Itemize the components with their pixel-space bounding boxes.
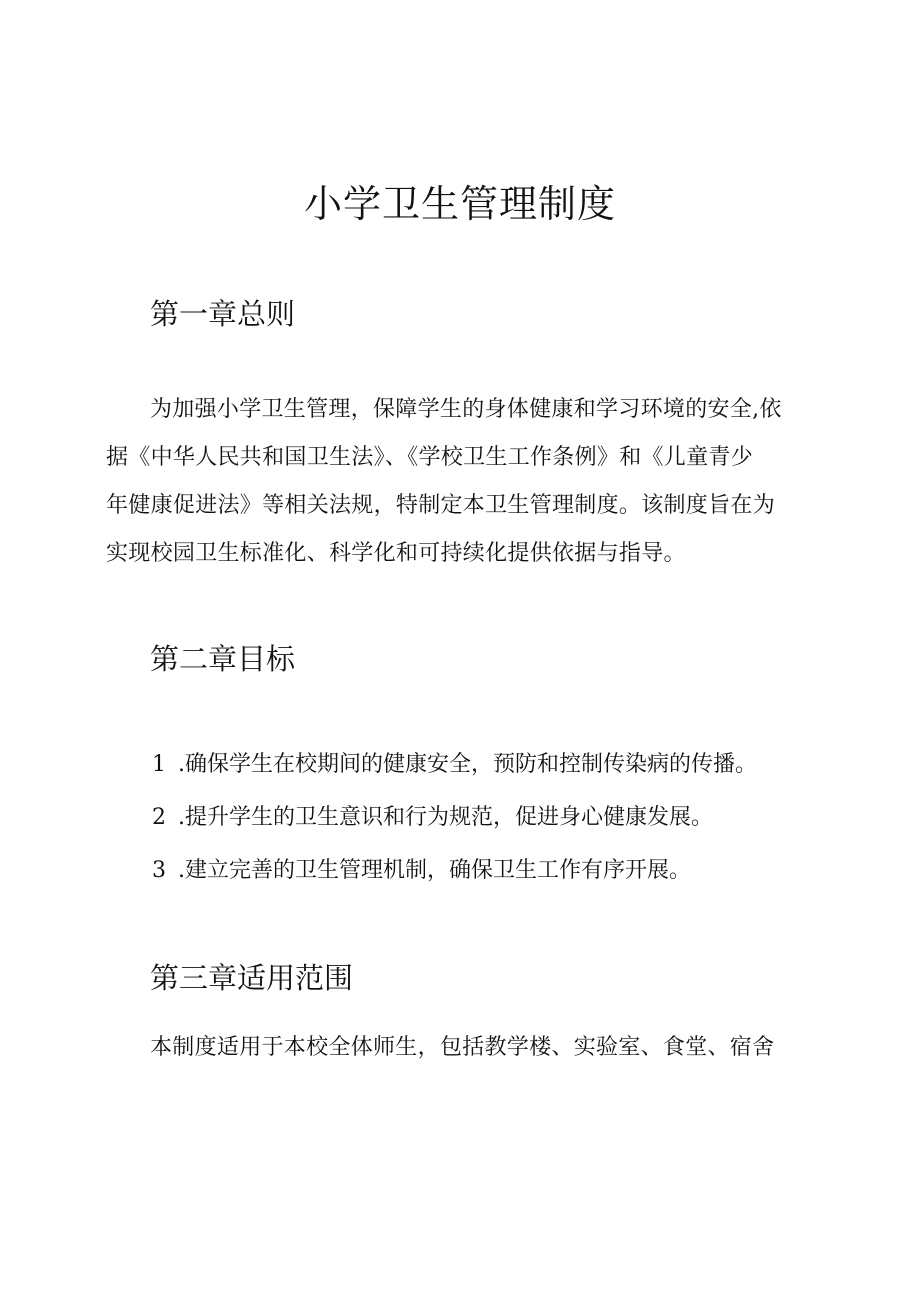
paragraph-line: 为加强小学卫生管理，保障学生的身体健康和学习环境的安全,依 — [150, 397, 782, 422]
paragraph-line: 本制度适用于本校全体师生，包括教学楼、实验室、食堂、宿舍 — [150, 1035, 775, 1060]
chapter-3-paragraph — [106, 1024, 806, 1072]
list-item-text: .提升学生的卫生意识和行为规范，促进身心健康发展。 — [178, 805, 713, 830]
paragraph-line: 据《中华人民共和国卫生法》、《学校卫生工作条例》和《儿童青少 — [106, 445, 754, 470]
chapter-2-goal-list — [152, 738, 757, 897]
list-item-number: 1 — [152, 752, 166, 777]
chapter-1-heading: 第一章总则 — [150, 297, 296, 331]
paragraph-line: 实现校园卫生标准化、科学化和可持续化提供依据与指导。 — [106, 541, 686, 566]
chapter-3-heading: 第三章适用范围 — [150, 961, 354, 995]
list-item-number: 3 — [152, 858, 166, 883]
list-item-number: 2 — [152, 805, 166, 830]
list-item-text: .建立完善的卫生管理机制，确保卫生工作有序开展。 — [178, 858, 691, 883]
list-item — [152, 738, 757, 791]
chapter-2-heading: 第二章目标 — [150, 642, 296, 676]
paragraph-line: 年健康促进法》等相关法规，特制定本卫生管理制度。该制度旨在为 — [106, 493, 776, 518]
list-item-text: .确保学生在校期间的健康安全，预防和控制传染病的传播。 — [178, 752, 757, 777]
document-title: 小学卫生管理制度 — [303, 182, 616, 226]
list-item — [152, 791, 757, 844]
list-item — [152, 844, 757, 897]
chapter-1-paragraph — [106, 386, 806, 578]
